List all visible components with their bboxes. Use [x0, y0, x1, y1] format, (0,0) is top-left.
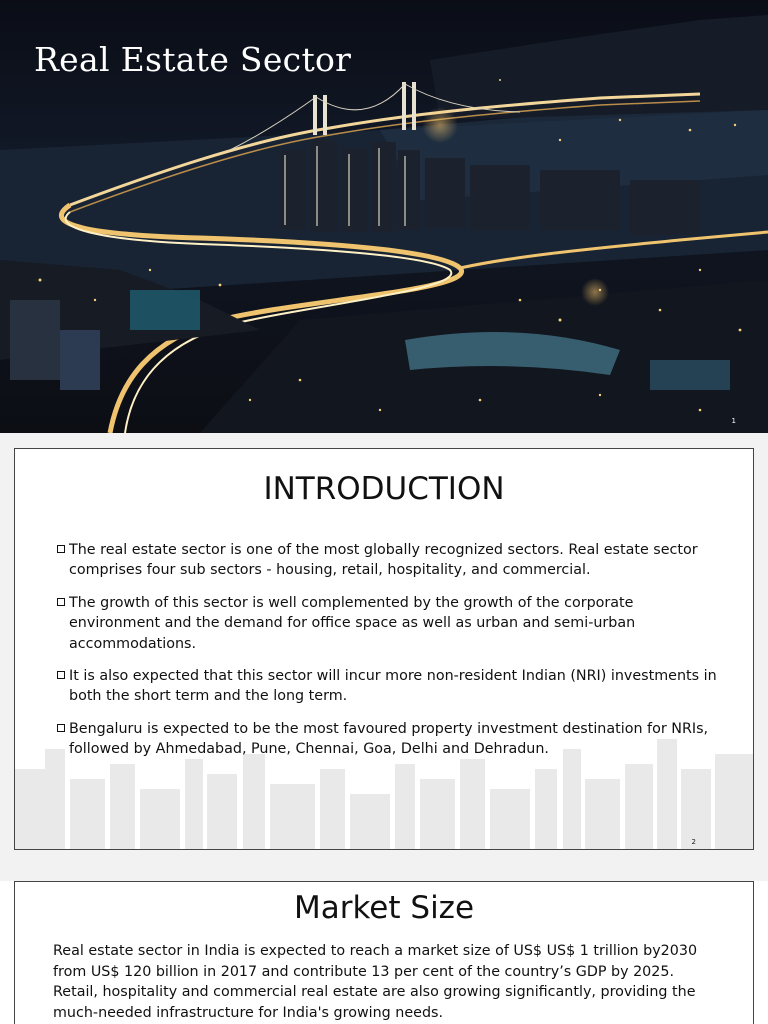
- bullet-text: The growth of this sector is well complemented by the growth of the corporate environment and the demand for office space as well as urban and semi-urban accommodations.: [69, 594, 636, 652]
- page-number: 2: [691, 838, 696, 846]
- checkbox-bullet-icon: [57, 598, 65, 606]
- slide-title: Real Estate Sector: [34, 40, 352, 79]
- checkbox-bullet-icon: [57, 545, 65, 553]
- slide-heading: INTRODUCTION: [263, 471, 505, 507]
- checkbox-bullet-icon: [57, 724, 65, 732]
- bullet-text: Bengaluru is expected to be the most favoured property investment destination for NRIs, followed by Ahmedabad, Pune, Chennai, Goa, Delhi and Dehradun.: [69, 720, 709, 758]
- list-item: [57, 593, 717, 654]
- list-item: [57, 540, 717, 581]
- bullet-text: The real estate sector is one of the most globally recognized sectors. Real estate sector comprises four sub sectors - housing, retail, hospitality, and commercial.: [69, 542, 698, 579]
- bullet-list: [57, 540, 717, 772]
- list-item: [57, 666, 717, 707]
- slide-heading: Market Size: [293, 890, 475, 926]
- slide-introduction: [14, 448, 754, 850]
- slide-cover: [0, 0, 768, 433]
- list-item: [57, 719, 717, 760]
- checkbox-bullet-icon: [57, 671, 65, 679]
- slide-body-text: Real estate sector in India is expected to reach a market size of US$ US$ 1 trillion by2030 from US$ 120 billion in 2017 and contribute 13 per cent of the country’s GDP by 2025. Retail, hospitality and commercial real estate are also growing significantly, providing the much-needed infrastructure for India's growing needs.: [53, 943, 698, 1021]
- page-number: 1: [731, 417, 736, 425]
- slide-market-size: [14, 881, 754, 1024]
- bullet-text: It is also expected that this sector will incur more non-resident Indian (NRI) investments in both the short term and the long term.: [69, 668, 717, 705]
